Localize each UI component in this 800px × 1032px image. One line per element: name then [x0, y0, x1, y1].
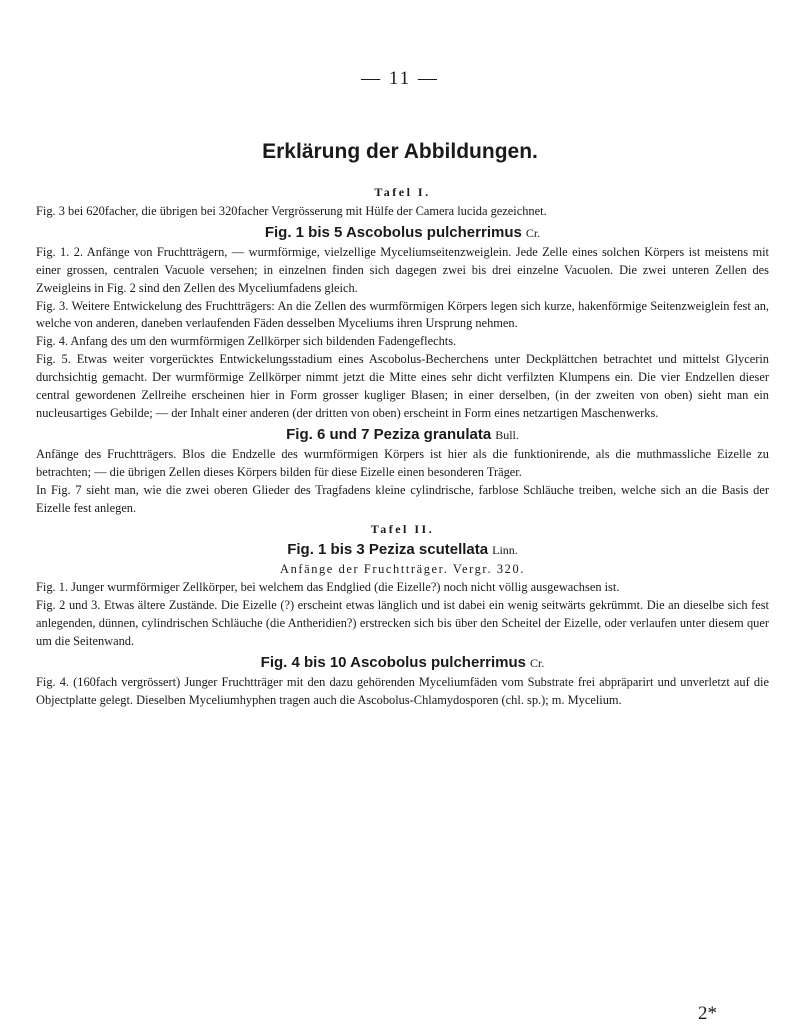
paragraph: Fig. 5. Etwas weiter vorgerücktes Entwickelungsstadium eines Ascobolus-Becherchens unter Deckplättchen betrachtet und mittelst Glycerin durchsichtig gemacht. Der wurmförmige Zellkörper nimmt jetzt die Mitte eines sehr dicht verfilzten Klumpens ein. Die vier Endzellen dieser central gewordenen Zellreihe erscheinen hier in Form grosser kugliger Blasen; in einer derselben, (in der zweiten von oben) sieht man ein nucleusartiges Gebilde; — der Inhalt einer anderen (der dritten von oben) erscheint in Form eines netzartigen Maschenwerks.	[36, 352, 769, 420]
paragraph: Fig. 2 und 3. Etwas ältere Zustände. Die Eizelle (?) erscheint etwas länglich und ist dabei ein wenig seitwärts gekrümmt. Die an dieselbe sich fest anlegenden, dünnen, cylindrischen Schläuche (die Antheridien?) erstrecken sich bis über den Scheitel der Eizelle, oder verlaufen unter diesem quer um die Seitenwand.	[36, 598, 769, 649]
paragraph: Fig. 4. (160fach vergrössert) Junger Fruchtträger mit den dazu gehörenden Myceliumfäden vom Substrate frei abpräparirt und unverletzt auf die Objectplatte gelegt. Dieselben Myceliumhyphen tragen auch die Ascobolus-Chlamydosporen (chl. sp.); m. Mycelium.	[36, 674, 769, 707]
section-heading-1	[36, 222, 769, 244]
page-title: Erklärung der Abbildungen.	[262, 140, 538, 163]
section-author: Cr.	[530, 655, 545, 670]
plate-heading-2: Tafel II.	[370, 521, 435, 536]
signature-mark: 2*	[698, 1003, 717, 1024]
paragraph: In Fig. 7 sieht man, wie die zwei oberen Glieder des Tragfadens kleine cylindrische, farblose Schläuche treiben, welche sich an die Basis der Eizelle fest anlegen.	[36, 482, 769, 515]
section-subline: Anfänge der Fruchtträger. Vergr. 320.	[280, 562, 525, 577]
section-heading-3	[36, 539, 769, 561]
section-author: Linn.	[492, 543, 518, 558]
section-author: Cr.	[525, 225, 541, 240]
section-heading-text: Fig. 1 bis 5 Ascobolus pulcherrimus	[264, 223, 522, 241]
body-text	[36, 181, 769, 710]
section-heading-text: Fig. 4 bis 10 Ascobolus pulcherrimus	[260, 653, 526, 671]
paragraph: Fig. 1. 2. Anfänge von Fruchtträgern, — wurmförmige, vielzellige Myceliumseitenzweiglein. Jede Zelle eines solchen Körpers ist meistens mit einer grossen, centralen Vacuole versehen; in einzelnen finden sich dagegen zwei bis drei einzelne Vacuolen. Die zwei unteren Zellen des Zweigleins in Fig. 2 sind den Zellen des Myceliumfadens gleich.	[36, 244, 769, 295]
plate-intro: Fig. 3 bei 620facher, die übrigen bei 320facher Vergrösserung mit Hülfe der Camera lucida gezeichnet.	[36, 203, 547, 218]
plate-heading-1: Tafel I.	[374, 185, 431, 199]
paragraph: Fig. 4. Anfang des um den wurmförmigen Zellkörper sich bildenden Fadengeflechts.	[36, 334, 457, 349]
page-number: — 11 —	[361, 68, 439, 89]
section-author: Bull.	[495, 427, 519, 442]
paragraph: Fig. 3. Weitere Entwickelung des Fruchtträgers: An die Zellen des wurmförmigen Körpers legen sich kurze, hakenförmige Seitenzweiglein fest an, welche von anderen, daneben verlaufenden Fäden desselben Myceliums ihren Ursprung nehmen.	[36, 298, 769, 331]
section-heading-text: Fig. 6 und 7 Peziza granulata	[286, 425, 492, 443]
paragraph: Fig. 1. Junger wurmförmiger Zellkörper, bei welchem das Endglied (die Eizelle?) noch nicht völlig ausgewachsen ist.	[36, 580, 620, 595]
section-heading-4	[36, 652, 769, 674]
paragraph: Anfänge des Fruchtträgers. Blos die Endzelle des wurmförmigen Körpers ist hier als die funktionirende, als die muthmassliche Eizelle zu betrachten; — die übrigen Zellen dieses Körpers bilden für diese Eizelle einen besonderen Träger.	[36, 446, 769, 479]
section-heading-2	[36, 424, 769, 446]
section-heading-text: Fig. 1 bis 3 Peziza scutellata	[287, 541, 489, 559]
